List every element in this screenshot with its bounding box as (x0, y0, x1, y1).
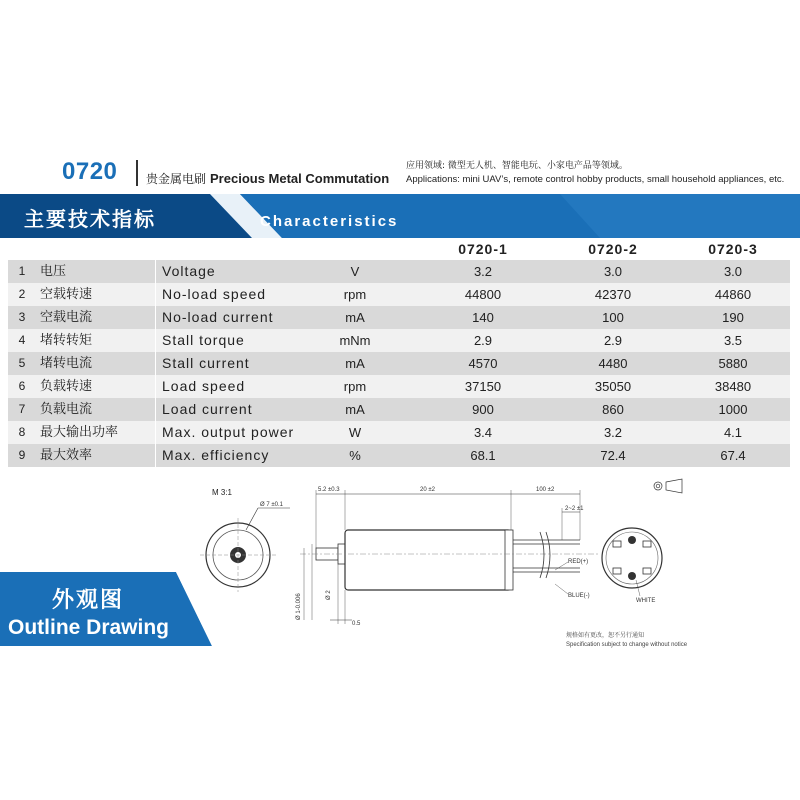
cell-value: 3.2 (473, 264, 493, 279)
cell-value: 3.5 (723, 333, 743, 348)
row-number: 3 (18, 310, 26, 324)
column-header: 0720-2 (588, 241, 638, 257)
cell-value: 3.4 (473, 425, 493, 440)
header-divider (136, 160, 138, 186)
cell-value: 860 (602, 402, 624, 417)
row-unit: rpm (343, 287, 367, 302)
cell-value: 1000 (718, 402, 748, 417)
row-number: 1 (18, 264, 26, 278)
row-label-cn: 堵转转矩 (40, 333, 93, 348)
row-number: 5 (18, 356, 26, 370)
cell-value: 4480 (598, 356, 628, 371)
cell-value: 38480 (714, 379, 752, 394)
row-unit: V (350, 264, 360, 279)
dim-boss-len: 0.5 (352, 621, 361, 627)
row-label-cn: 堵转电流 (40, 356, 93, 371)
row-label-cn: 电压 (40, 264, 67, 279)
row-number: 9 (18, 448, 26, 462)
table-row (8, 283, 790, 306)
row-label-en: Max. output power (162, 424, 295, 440)
commutation-type (146, 170, 389, 187)
cell-value: 72.4 (600, 448, 626, 463)
table-row (8, 398, 790, 421)
cell-value: 42370 (594, 287, 632, 302)
applications-en: Applications: mini UAV’s, remote control hobby products, small household appliances, etc. (406, 174, 785, 185)
outline-title-en: Outline Drawing (8, 616, 170, 639)
dim-dia-boss: Ø 2 (326, 590, 332, 600)
applications (406, 160, 798, 186)
characteristics-title-en: Characteristics (260, 213, 399, 230)
cell-value: 2.9 (473, 333, 493, 348)
lead-blue-label: BLUE(-) (568, 593, 590, 599)
row-number: 6 (18, 379, 26, 393)
row-label-en: Stall torque (162, 332, 245, 348)
row-unit: % (349, 448, 361, 463)
cell-value: 2.9 (603, 333, 623, 348)
characteristics-table (8, 260, 790, 467)
row-number: 7 (18, 402, 26, 416)
dim-dia-body: Ø 7 ±0.1 (260, 502, 283, 508)
row-number: 4 (18, 333, 26, 347)
dim-leads: 100 ±2 (536, 487, 555, 493)
lead-red-label: RED(+) (568, 559, 589, 565)
row-number: 8 (18, 425, 26, 439)
row-unit: mA (345, 310, 365, 325)
front-view (200, 508, 290, 592)
column-header: 0720-1 (458, 241, 508, 257)
row-number: 2 (18, 287, 26, 301)
table-row (8, 306, 790, 329)
rear-view (602, 528, 662, 596)
cell-value: 5880 (718, 356, 748, 371)
dim-body: 20 ±2 (420, 487, 435, 493)
row-label-en: Load current (162, 401, 253, 417)
row-label-en: No-load speed (162, 286, 267, 302)
commutation-en: Precious Metal Commutation (210, 171, 390, 186)
row-label-cn: 最大输出功率 (40, 425, 119, 440)
row-label-en: No-load current (162, 309, 274, 325)
row-label-cn: 最大效率 (40, 448, 93, 463)
row-unit: mA (345, 356, 365, 371)
cell-value: 44800 (464, 287, 502, 302)
cell-value: 900 (472, 402, 494, 417)
row-label-cn: 空载转速 (40, 287, 93, 302)
table-row (8, 421, 790, 444)
cell-value: 4.1 (723, 425, 743, 440)
side-view (300, 490, 600, 624)
cell-value: 100 (602, 310, 624, 325)
cell-value: 68.1 (470, 448, 496, 463)
row-label-en: Voltage (162, 263, 216, 279)
cell-value: 3.0 (723, 264, 743, 279)
row-label-cn: 负载电流 (40, 402, 93, 417)
cell-value: 35050 (594, 379, 632, 394)
cell-value: 3.2 (603, 425, 623, 440)
table-row (8, 352, 790, 375)
table-row (8, 329, 790, 352)
cell-value: 140 (472, 310, 494, 325)
cell-value: 67.4 (720, 448, 746, 463)
cell-value: 37150 (464, 379, 502, 394)
applications-cn: 应用领域: 微型无人机、智能电玩、小家电产品等领域。 (406, 161, 628, 171)
dim-strip: 2~2 ±1 (565, 506, 584, 512)
white-mark-label: WHITE (636, 598, 656, 604)
row-label-en: Stall current (162, 355, 250, 371)
drawing-scale: M 3:1 (212, 488, 233, 497)
row-unit: W (348, 425, 362, 440)
cell-value: 3.0 (603, 264, 623, 279)
table-row (8, 444, 790, 467)
row-label-cn: 负载转速 (40, 379, 93, 394)
row-unit: mA (345, 402, 365, 417)
cell-value: 4570 (468, 356, 498, 371)
spec-note-cn: 规格如有更改，恕不另行通知 (566, 633, 645, 639)
dim-dia-shaft: Ø 1-0.006 (296, 593, 302, 620)
row-label-cn: 空载电流 (40, 310, 93, 325)
row-unit: mNm (339, 333, 371, 348)
dim-shaft: 5.2 ±0.3 (318, 487, 340, 493)
spec-note-en: Specification subject to change without notice (566, 642, 688, 648)
cell-value: 190 (722, 310, 744, 325)
model-number: 0720 (62, 158, 118, 185)
spec-note (566, 632, 687, 650)
row-label-en: Max. efficiency (162, 447, 270, 463)
row-label-en: Load speed (162, 378, 246, 394)
row-unit: rpm (343, 379, 367, 394)
projection-symbol-icon (654, 479, 682, 493)
cell-value: 44860 (714, 287, 752, 302)
table-row (8, 260, 790, 283)
outline-title-cn: 外观图 (52, 588, 125, 613)
commutation-cn: 贵金属电刷 (146, 172, 207, 186)
table-row (8, 375, 790, 398)
characteristics-title-cn: 主要技术指标 (24, 207, 156, 231)
column-header: 0720-3 (708, 241, 758, 257)
